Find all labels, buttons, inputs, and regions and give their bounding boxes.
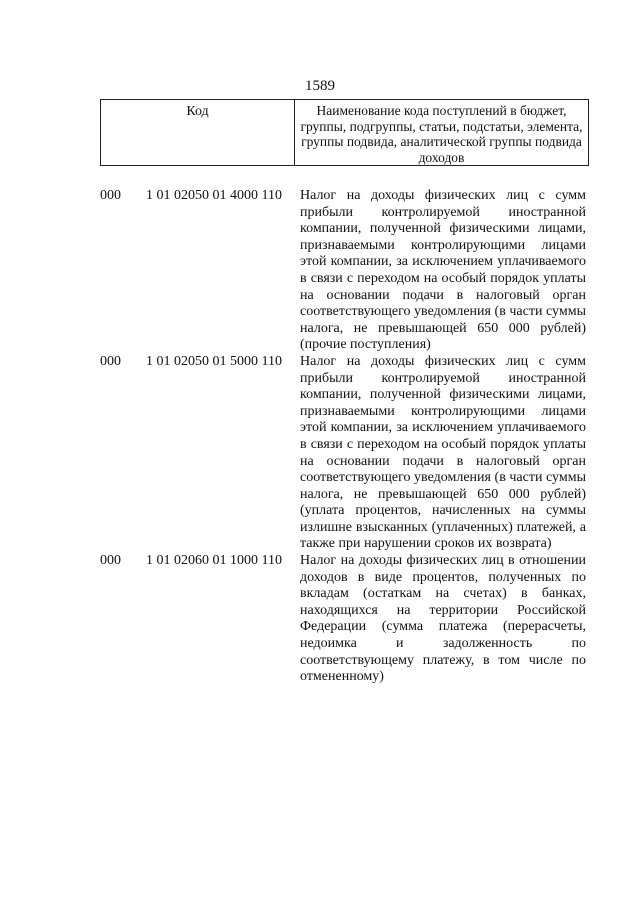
row-admin-code: 000 [100,553,121,569]
row-description: Налог на доходы физических лиц с сумм прибыли контролируемой иностранной компании, полученной физическими лицами, признаваемыми контролирующими лицами этой компании, за исключением уплачиваемого в связи с переходом на особый порядок уплаты на основании подачи в налоговый орган соответствующего уведомления (в части суммы налога, не превышающей 650 000 рублей) (уплата процентов, начисленных на суммы излишне взысканных (уплаченных) платежей, а также при нарушении сроков их возврата) [300,353,586,552]
table-row [100,188,589,354]
header-name-label: Наименование кода поступлений в бюджет, группы, подгруппы, статьи, подстатьи, элемента, группы подвида, аналитической группы подвида доходов [300,103,583,165]
table-header [100,99,589,166]
row-description: Налог на доходы физических лиц в отношении доходов в виде процентов, полученных по вкладам (остаткам на счетах) в банках, находящихся на территории Российской Федерации (сумма платежа (перерасчеты, недоимка и задолженность по соответствующему платежу, в том числе по отмененному) [300,553,586,685]
header-code-label: Код [101,100,295,165]
row-description: Налог на доходы физических лиц с сумм прибыли контролируемой иностранной компании, полученной физическими лицами, признаваемыми контролирующими лицами этой компании, за исключением уплачиваемого в связи с переходом на особый порядок уплаты на основании подачи в налоговый орган соответствующего уведомления (в части суммы налога, не превышающей 650 000 рублей) (прочие поступления) [300,188,586,353]
table-row [100,354,589,553]
table-body [100,188,589,686]
table-row [100,553,589,686]
row-income-code: 1 01 02060 01 1000 110 [146,553,282,569]
row-admin-code: 000 [100,353,121,369]
row-income-code: 1 01 02050 01 4000 110 [146,188,282,203]
page-number: 1589 [305,78,335,94]
row-income-code: 1 01 02050 01 5000 110 [146,353,282,369]
row-admin-code: 000 [100,188,121,203]
